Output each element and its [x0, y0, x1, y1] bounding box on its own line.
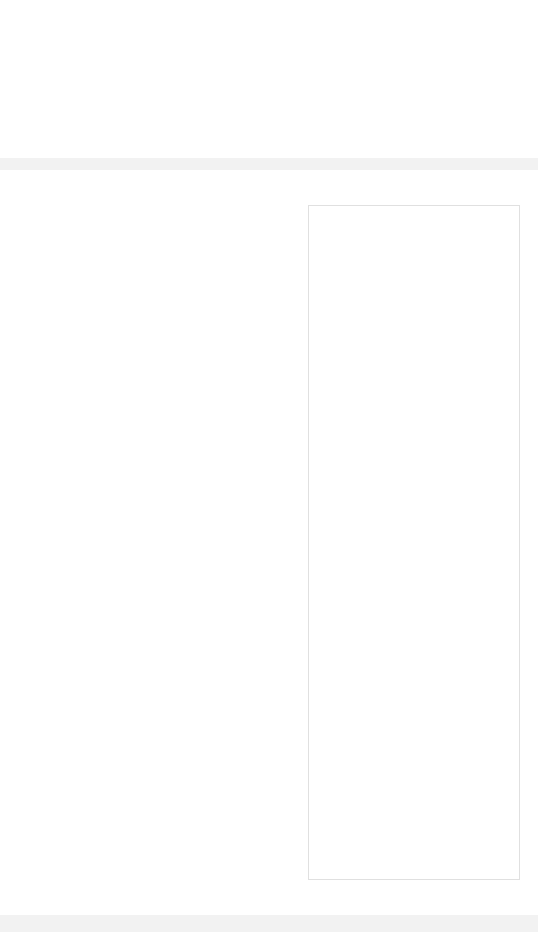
reference-panel: [308, 205, 520, 880]
